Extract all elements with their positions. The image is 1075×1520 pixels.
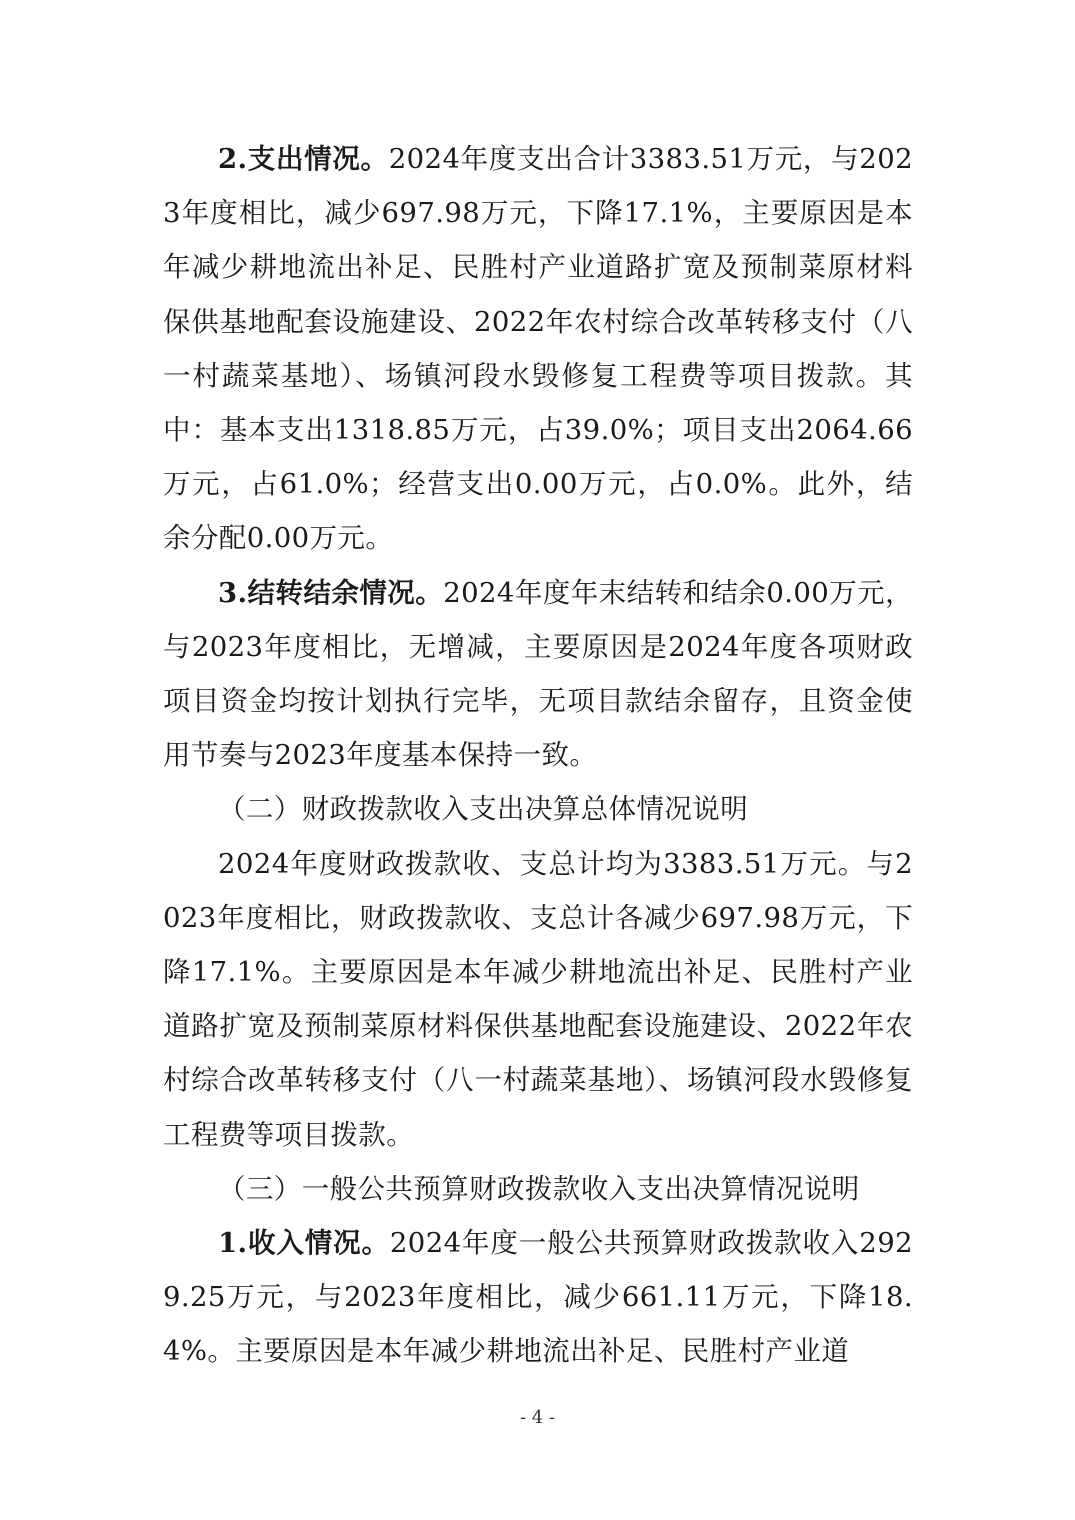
page-number: - 4 - bbox=[519, 1407, 556, 1428]
income-paragraph bbox=[163, 1216, 913, 1379]
income-body: 2024年度一般公共预算财政拨款收入2929.25万元，与2023年度相比，减少661.11万元，下降18.4%。主要原因是本年减少耕地流出补足、民胜村产业道 bbox=[163, 1227, 914, 1368]
carryover-body: 2024年度年末结转和结余0.00万元，与2023年度相比，无增减，主要原因是2024年度各项财政项目资金均按计划执行完毕，无项目款结余留存，且资金使用节奏与2023年度基本保持一致。 bbox=[163, 576, 914, 772]
carryover-paragraph bbox=[163, 566, 913, 783]
income-lead: 1.收入情况。 bbox=[218, 1227, 390, 1260]
carryover-lead: 3.结转结余情况。 bbox=[218, 576, 444, 609]
section-heading-2: （二）财政拨款收入支出决算总体情况说明 bbox=[218, 793, 749, 826]
expenditure-body: 2024年度支出合计3383.51万元，与2023年度相比，减少697.98万元，下降17.1%，主要原因是本年减少耕地流出补足、民胜村产业道路扩宽及预制菜原材料保供基地配套设施建设、2022年农村综合改革转移支付（八一村蔬菜基地）、场镇河段水毁修复工程费等项目拨款。其中：基本支出1318.85万元，占39.0%；项目支出2064.66万元，占61.0%；经营支出0.00万元，占0.0%。此外，结余分配0.00万元。 bbox=[163, 143, 914, 555]
fiscal-allocation-paragraph: 2024年度财政拨款收、支总计均为3383.51万元。与2023年度相比，财政拨款收、支总计各减少697.98万元，下降17.1%。主要原因是本年减少耕地流出补足、民胜村产业道路扩宽及预制菜原材料保供基地配套设施建设、2022年农村综合改革转移支付（八一村蔬菜基地）、场镇河段水毁修复工程费等项目拨款。 bbox=[163, 847, 913, 1151]
section-heading-3: （三）一般公共预算财政拨款收入支出决算情况说明 bbox=[218, 1172, 860, 1205]
document-page bbox=[163, 132, 913, 1379]
expenditure-paragraph bbox=[163, 132, 913, 566]
expenditure-lead: 2.支出情况。 bbox=[218, 143, 389, 175]
